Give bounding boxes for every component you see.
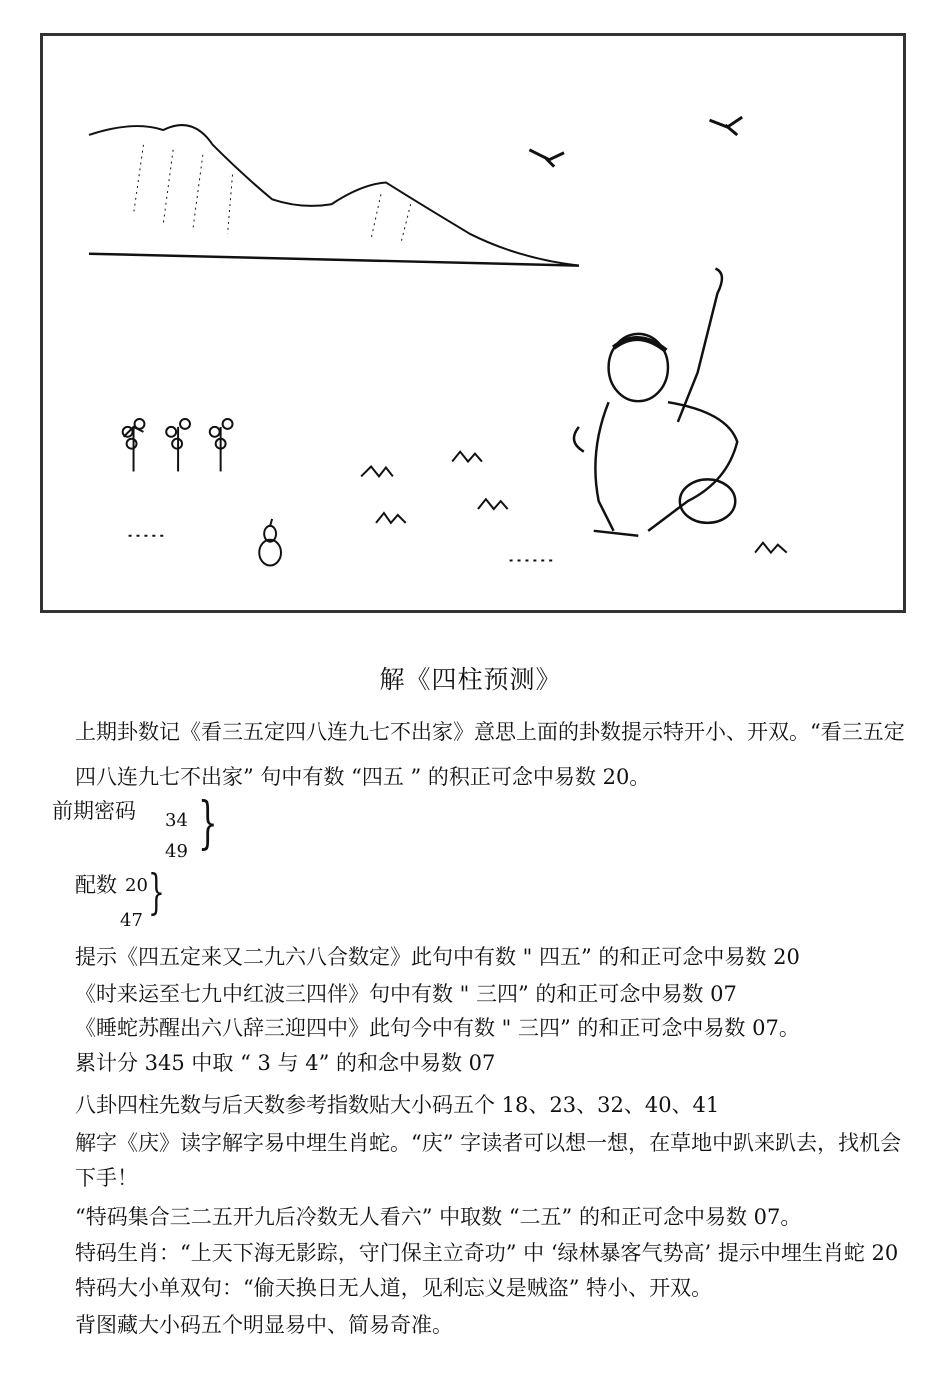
- boy-with-hoe-icon: [574, 269, 737, 536]
- pairing-value: 20: [125, 875, 148, 896]
- pairing-label: 配数: [75, 873, 117, 897]
- previous-code-label: 前期密码: [52, 799, 136, 823]
- illustration-frame: [40, 33, 906, 613]
- brace-symbol: }: [198, 791, 218, 856]
- paragraph-line: 上期卦数记《看三五定四八连九七不出家》意思上面的卦数提示特开小、开双。“看三五定: [75, 720, 905, 744]
- previous-code-value: 49: [165, 841, 188, 862]
- hint-line: 解字《庆》读字解字易中埋生肖蛇。“庆” 字读者可以想一想，在草地中趴来趴去，找机会: [75, 1131, 902, 1155]
- hint-line: 累计分 345 中取 “ 3 与 4” 的和念中易数 07: [75, 1051, 496, 1075]
- brace-symbol: }: [148, 864, 165, 920]
- mountain-icon: [89, 125, 579, 266]
- page-title: 解《四柱预测》: [379, 665, 562, 694]
- hint-line: 特码大小单双句：“偷天换日无人道，见利忘义是贼盗” 特小、开双。: [75, 1276, 713, 1300]
- hint-line: 背图藏大小码五个明显易中、简易奇准。: [75, 1313, 453, 1337]
- gourd-icon: [259, 519, 281, 566]
- bird-icon: [529, 117, 742, 166]
- hint-line: 提示《四五定来又二九六八合数定》此句中有数 " 四五” 的和正可念中易数 20: [75, 945, 800, 969]
- hint-line: 《时来运至七九中红波三四伴》句中有数 " 三四” 的和正可念中易数 07: [75, 982, 737, 1006]
- sapling-icon: [123, 419, 233, 471]
- previous-code-value: 34: [165, 810, 188, 831]
- hint-line: 下手！: [75, 1166, 138, 1190]
- hint-line: “特码集合三二五开九后冷数无人看六” 中取数 “二五” 的和正可念中易数 07。: [75, 1205, 802, 1229]
- paragraph-line: 四八连九七不出家” 句中有数 “四五 ” 的积正可念中易数 20。: [75, 765, 651, 789]
- grass-tuft-icon: [129, 452, 787, 561]
- hint-line: 特码生肖：“上天下海无影踪，守门保主立奇功” 中 ‘绿林暴客气势高’ 提示中埋生肖蛇 20: [75, 1241, 899, 1265]
- illustration: [43, 36, 903, 610]
- pairing-value: 47: [120, 910, 143, 931]
- hint-line: 八卦四柱先数与后天数参考指数贴大小码五个 18、23、32、40、41: [75, 1093, 720, 1117]
- hint-line: 《睡蛇苏醒出六八辞三迎四中》此句今中有数 " 三四” 的和正可念中易数 07。: [75, 1016, 800, 1040]
